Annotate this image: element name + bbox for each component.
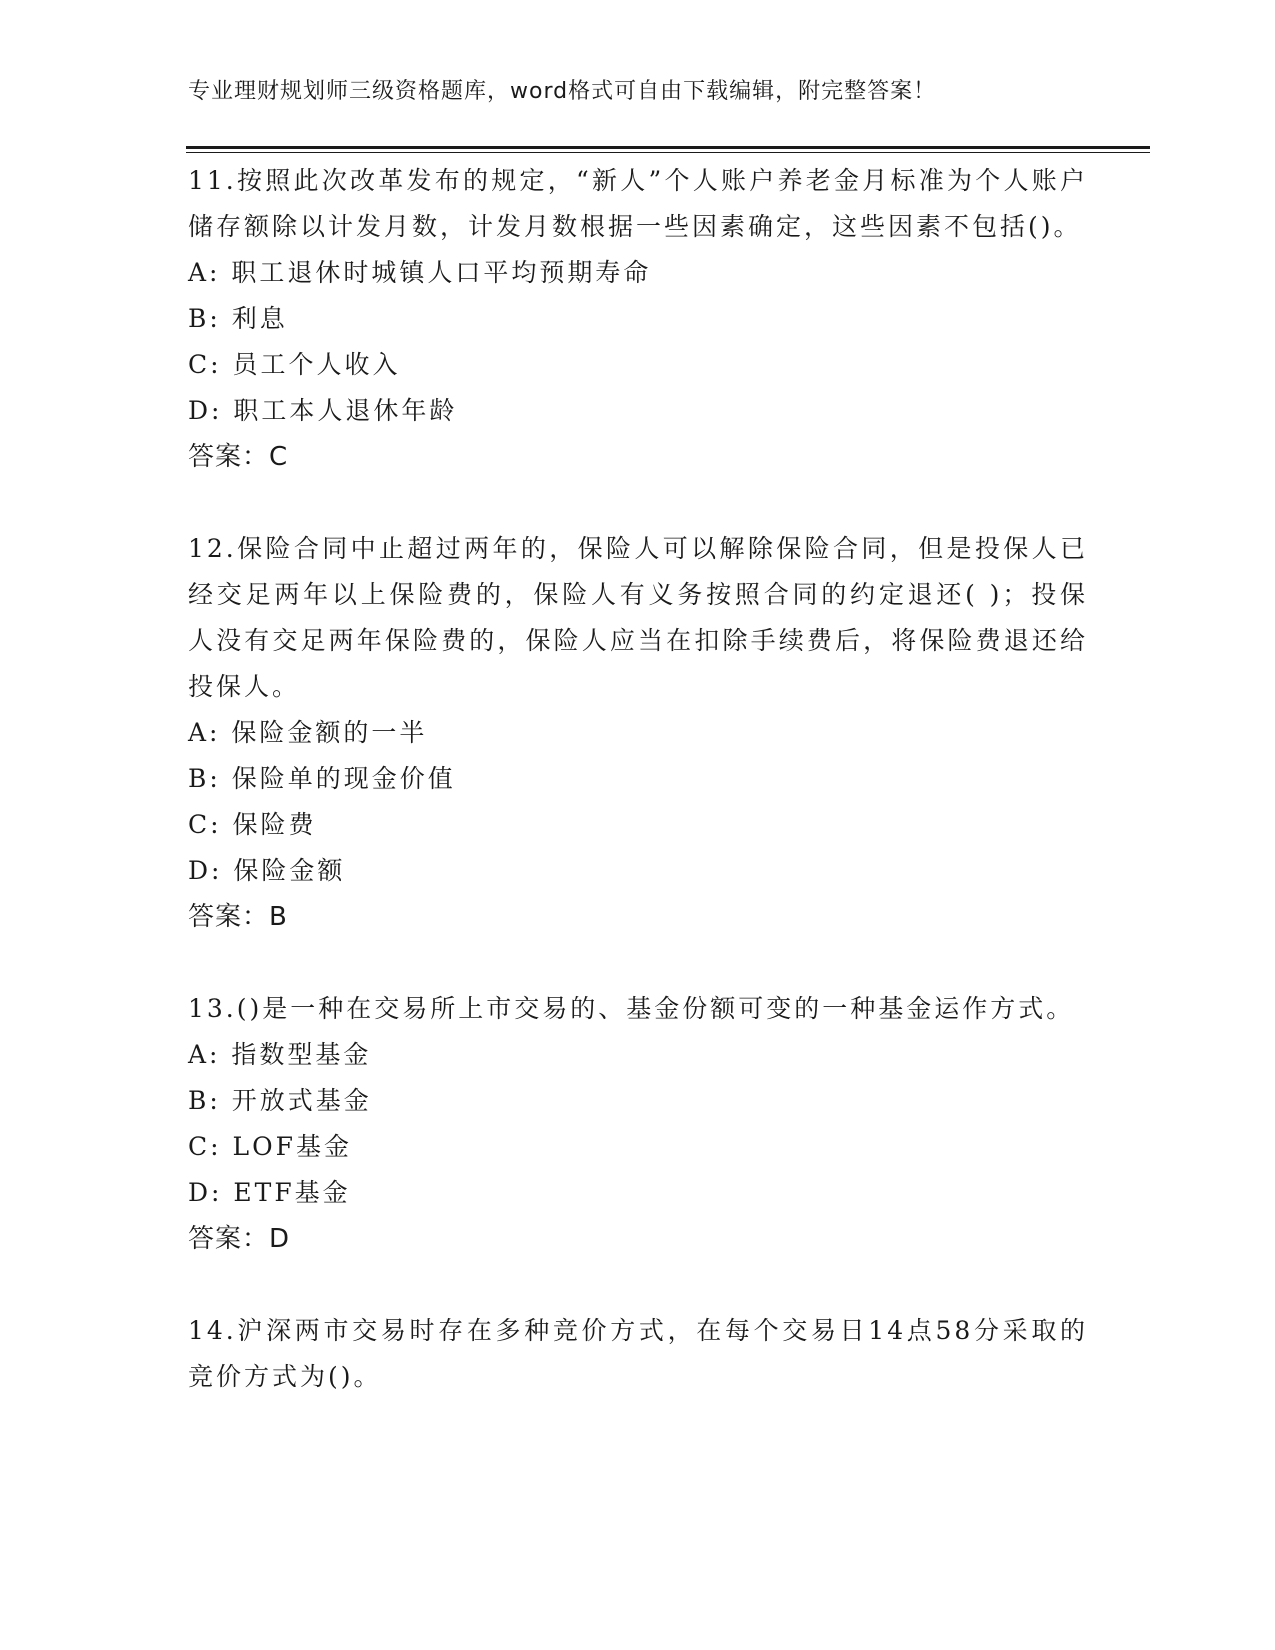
document-header: 专业理财规划师三级资格题库，word格式可自由下载编辑，附完整答案！ [188, 79, 937, 104]
question-12 [188, 526, 1088, 940]
option-a: A: 指数型基金 [188, 1040, 372, 1069]
option-b: B: 开放式基金 [188, 1086, 372, 1115]
answer: 答案：C [188, 442, 289, 472]
option-c: C: 员工个人收入 [188, 350, 401, 379]
answer: 答案：D [188, 1224, 291, 1254]
option-a: A: 职工退休时城镇人口平均预期寿命 [188, 258, 652, 287]
option-d: D: 保险金额 [188, 856, 346, 885]
question-text: 13.()是一种在交易所上市交易的、基金份额可变的一种基金运作方式。 [188, 994, 1075, 1023]
option-a: A: 保险金额的一半 [188, 718, 428, 747]
question-13 [188, 986, 1088, 1262]
option-b: B: 保险单的现金价值 [188, 764, 456, 793]
question-14 [188, 1308, 1088, 1400]
question-text: 11.按照此次改革发布的规定，“新人”个人账户养老金月标准为个人账户储存额除以计发月数，计发月数根据一些因素确定，这些因素不包括()。 [188, 166, 1088, 241]
header-rule-thin [186, 152, 1150, 153]
option-b: B: 利息 [188, 304, 288, 333]
question-11 [188, 158, 1088, 480]
option-d: D: 职工本人退休年龄 [188, 396, 458, 425]
question-text: 14.沪深两市交易时存在多种竞价方式，在每个交易日14点58分采取的竞价方式为()。 [188, 1316, 1088, 1391]
answer: 答案：B [188, 902, 288, 932]
option-d: D: ETF基金 [188, 1178, 351, 1207]
question-text: 12.保险合同中止超过两年的，保险人可以解除保险合同，但是投保人已经交足两年以上保险费的，保险人有义务按照合同的约定退还( )；投保人没有交足两年保险费的，保险人应当在扣除手续费后，将保险费退还给投保人。 [188, 534, 1088, 701]
option-c: C: LOF基金 [188, 1132, 352, 1161]
option-c: C: 保险费 [188, 810, 317, 839]
question-list [188, 158, 1088, 1446]
header-rule-thick [186, 146, 1150, 149]
